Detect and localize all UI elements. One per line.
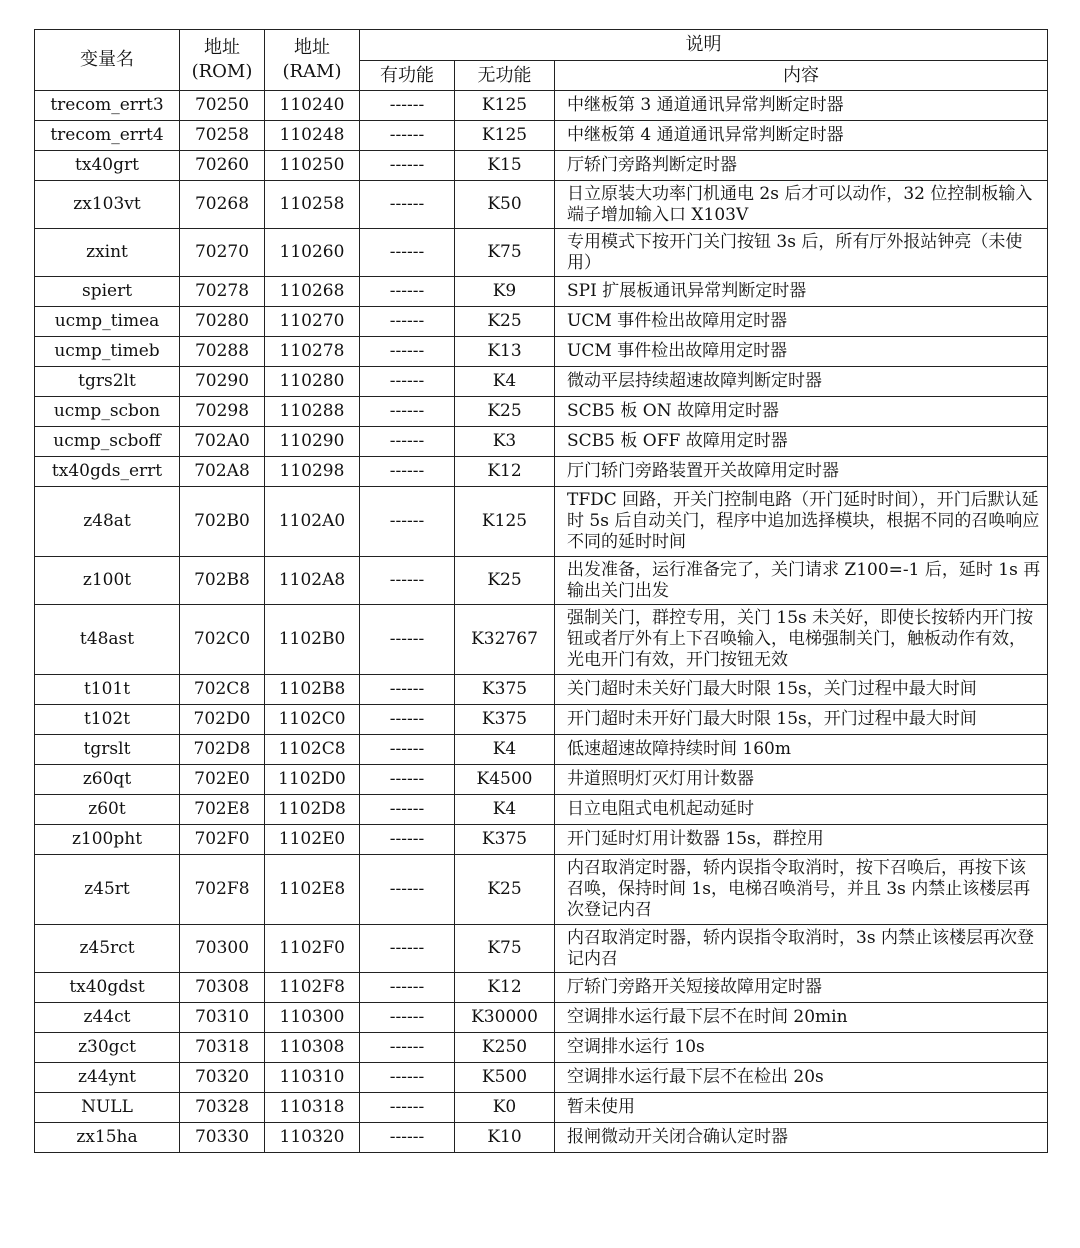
cell-variable-name: z100t	[35, 557, 180, 605]
cell-address-rom: 70280	[180, 307, 265, 337]
cell-description: 厅门轿门旁路装置开关故障用定时器	[555, 457, 1048, 487]
header-address-rom-line1: 地址	[204, 37, 240, 58]
table-row	[35, 277, 1048, 307]
cell-description: 空调排水运行最下层不在检出 20s	[555, 1063, 1048, 1093]
cell-no-function: K4	[455, 795, 555, 825]
cell-address-ram: 1102B0	[265, 605, 360, 675]
table-row	[35, 1003, 1048, 1033]
cell-description: 开门超时未开好门最大时限 15s，开门过程中最大时间	[555, 705, 1048, 735]
cell-description: 内召取消定时器，轿内误指令取消时，3s 内禁止该楼层再次登记内召	[555, 925, 1048, 973]
cell-variable-name: ucmp_timea	[35, 307, 180, 337]
cell-no-function: K375	[455, 825, 555, 855]
table-row	[35, 181, 1048, 229]
cell-address-ram: 1102A0	[265, 487, 360, 557]
cell-address-rom: 70330	[180, 1123, 265, 1153]
cell-no-function: K15	[455, 151, 555, 181]
cell-variable-name: z60qt	[35, 765, 180, 795]
cell-description: SPI 扩展板通讯异常判断定时器	[555, 277, 1048, 307]
cell-description: 微动平层持续超速故障判断定时器	[555, 367, 1048, 397]
cell-variable-name: spiert	[35, 277, 180, 307]
cell-address-rom: 70278	[180, 277, 265, 307]
cell-description: 强制关门，群控专用，关门 15s 未关好，即使长按轿内开门按钮或者厅外有上下召唤输入，电梯强制关门，触板动作有效，光电开门有效，开门按钮无效	[555, 605, 1048, 675]
cell-has-function: ------	[360, 557, 455, 605]
cell-description: SCB5 板 OFF 故障用定时器	[555, 427, 1048, 457]
cell-variable-name: NULL	[35, 1093, 180, 1123]
header-address-rom	[180, 30, 265, 91]
cell-address-ram: 110250	[265, 151, 360, 181]
header-address-ram-line2: (RAM)	[282, 61, 342, 82]
cell-variable-name: zx15ha	[35, 1123, 180, 1153]
table-row	[35, 825, 1048, 855]
cell-has-function: ------	[360, 367, 455, 397]
cell-has-function: ------	[360, 457, 455, 487]
cell-variable-name: trecom_errt4	[35, 121, 180, 151]
header-description-group: 说明	[360, 30, 1048, 61]
table-row	[35, 307, 1048, 337]
cell-address-ram: 110260	[265, 229, 360, 277]
cell-variable-name: ucmp_timeb	[35, 337, 180, 367]
cell-description: UCM 事件检出故障用定时器	[555, 307, 1048, 337]
table-row	[35, 91, 1048, 121]
cell-description: 中继板第 4 通道通讯异常判断定时器	[555, 121, 1048, 151]
cell-address-rom: 702F8	[180, 855, 265, 925]
cell-address-ram: 1102F8	[265, 973, 360, 1003]
table-row	[35, 795, 1048, 825]
cell-address-rom: 702C8	[180, 675, 265, 705]
cell-has-function: ------	[360, 795, 455, 825]
cell-has-function: ------	[360, 1093, 455, 1123]
cell-address-ram: 110280	[265, 367, 360, 397]
cell-variable-name: tgrslt	[35, 735, 180, 765]
cell-has-function: ------	[360, 973, 455, 1003]
cell-address-ram: 110308	[265, 1033, 360, 1063]
cell-has-function: ------	[360, 181, 455, 229]
cell-variable-name: z45rt	[35, 855, 180, 925]
cell-has-function: ------	[360, 675, 455, 705]
cell-no-function: K12	[455, 457, 555, 487]
cell-description: 井道照明灯灭灯用计数器	[555, 765, 1048, 795]
table-row	[35, 151, 1048, 181]
cell-no-function: K13	[455, 337, 555, 367]
cell-description: 空调排水运行最下层不在时间 20min	[555, 1003, 1048, 1033]
cell-address-rom: 70300	[180, 925, 265, 973]
cell-address-rom: 702C0	[180, 605, 265, 675]
cell-no-function: K75	[455, 925, 555, 973]
cell-address-ram: 110300	[265, 1003, 360, 1033]
cell-has-function: ------	[360, 487, 455, 557]
table-row	[35, 487, 1048, 557]
cell-no-function: K4	[455, 367, 555, 397]
header-no-function: 无功能	[455, 61, 555, 91]
cell-has-function: ------	[360, 825, 455, 855]
cell-address-rom: 70250	[180, 91, 265, 121]
table-row	[35, 397, 1048, 427]
table-row	[35, 427, 1048, 457]
timer-variable-table	[34, 29, 1048, 1153]
table-row	[35, 855, 1048, 925]
cell-no-function: K375	[455, 705, 555, 735]
table-row	[35, 121, 1048, 151]
table-row	[35, 1063, 1048, 1093]
cell-address-rom: 70290	[180, 367, 265, 397]
cell-no-function: K3	[455, 427, 555, 457]
cell-has-function: ------	[360, 91, 455, 121]
table-row	[35, 765, 1048, 795]
cell-description: SCB5 板 ON 故障用定时器	[555, 397, 1048, 427]
cell-description: 厅轿门旁路判断定时器	[555, 151, 1048, 181]
cell-address-rom: 70298	[180, 397, 265, 427]
cell-description: 暂未使用	[555, 1093, 1048, 1123]
cell-no-function: K25	[455, 855, 555, 925]
table-header	[35, 30, 1048, 91]
cell-variable-name: tx40grt	[35, 151, 180, 181]
cell-address-rom: 70270	[180, 229, 265, 277]
cell-description: 关门超时未关好门最大时限 15s，关门过程中最大时间	[555, 675, 1048, 705]
cell-address-rom: 702A8	[180, 457, 265, 487]
cell-address-ram: 110298	[265, 457, 360, 487]
header-variable-name: 变量名	[35, 30, 180, 91]
cell-description: 专用模式下按开门关门按钮 3s 后，所有厅外报站钟亮（未使用）	[555, 229, 1048, 277]
cell-description: 出发准备，运行准备完了，关门请求 Z100=-1 后，延时 1s 再输出关门出发	[555, 557, 1048, 605]
cell-variable-name: ucmp_scboff	[35, 427, 180, 457]
cell-no-function: K25	[455, 397, 555, 427]
cell-no-function: K125	[455, 487, 555, 557]
cell-variable-name: z44ynt	[35, 1063, 180, 1093]
cell-address-ram: 110318	[265, 1093, 360, 1123]
cell-description: 日立电阻式电机起动延时	[555, 795, 1048, 825]
cell-address-ram: 1102A8	[265, 557, 360, 605]
header-address-ram-line1: 地址	[294, 37, 330, 58]
cell-has-function: ------	[360, 1003, 455, 1033]
cell-no-function: K375	[455, 675, 555, 705]
cell-no-function: K50	[455, 181, 555, 229]
cell-has-function: ------	[360, 121, 455, 151]
cell-address-ram: 110320	[265, 1123, 360, 1153]
cell-has-function: ------	[360, 765, 455, 795]
cell-address-rom: 70308	[180, 973, 265, 1003]
header-has-function: 有功能	[360, 61, 455, 91]
cell-has-function: ------	[360, 705, 455, 735]
cell-has-function: ------	[360, 337, 455, 367]
cell-no-function: K25	[455, 307, 555, 337]
cell-variable-name: z30gct	[35, 1033, 180, 1063]
cell-address-ram: 110270	[265, 307, 360, 337]
cell-address-rom: 702D8	[180, 735, 265, 765]
cell-variable-name: tgrs2lt	[35, 367, 180, 397]
table-row	[35, 457, 1048, 487]
cell-has-function: ------	[360, 1063, 455, 1093]
cell-has-function: ------	[360, 1123, 455, 1153]
cell-variable-name: z60t	[35, 795, 180, 825]
cell-address-ram: 1102E0	[265, 825, 360, 855]
cell-address-rom: 702E8	[180, 795, 265, 825]
cell-has-function: ------	[360, 307, 455, 337]
table-row	[35, 337, 1048, 367]
cell-variable-name: tx40gds_errt	[35, 457, 180, 487]
table-row	[35, 973, 1048, 1003]
cell-address-rom: 70328	[180, 1093, 265, 1123]
cell-variable-name: ucmp_scbon	[35, 397, 180, 427]
cell-address-rom: 70318	[180, 1033, 265, 1063]
cell-no-function: K75	[455, 229, 555, 277]
cell-has-function: ------	[360, 427, 455, 457]
cell-description: 报闸微动开关闭合确认定时器	[555, 1123, 1048, 1153]
header-address-rom-line2: (ROM)	[191, 61, 253, 82]
cell-address-ram: 1102D0	[265, 765, 360, 795]
cell-address-ram: 1102B8	[265, 675, 360, 705]
cell-no-function: K25	[455, 557, 555, 605]
cell-variable-name: tx40gdst	[35, 973, 180, 1003]
cell-has-function: ------	[360, 229, 455, 277]
header-address-ram	[265, 30, 360, 91]
cell-variable-name: z44ct	[35, 1003, 180, 1033]
cell-address-rom: 702B8	[180, 557, 265, 605]
cell-no-function: K125	[455, 121, 555, 151]
table-row	[35, 367, 1048, 397]
cell-variable-name: t48ast	[35, 605, 180, 675]
table-row	[35, 705, 1048, 735]
cell-has-function: ------	[360, 735, 455, 765]
cell-no-function: K0	[455, 1093, 555, 1123]
cell-address-ram: 110288	[265, 397, 360, 427]
table-row	[35, 925, 1048, 973]
cell-address-ram: 110290	[265, 427, 360, 457]
cell-no-function: K12	[455, 973, 555, 1003]
header-content: 内容	[555, 61, 1048, 91]
cell-description: UCM 事件检出故障用定时器	[555, 337, 1048, 367]
cell-address-rom: 70320	[180, 1063, 265, 1093]
cell-address-ram: 110278	[265, 337, 360, 367]
cell-address-rom: 70260	[180, 151, 265, 181]
cell-address-rom: 70288	[180, 337, 265, 367]
cell-description: 日立原装大功率门机通电 2s 后才可以动作，32 位控制板输入端子增加输入口 X103V	[555, 181, 1048, 229]
cell-address-ram: 1102F0	[265, 925, 360, 973]
cell-has-function: ------	[360, 925, 455, 973]
cell-address-ram: 1102E8	[265, 855, 360, 925]
cell-address-ram: 110258	[265, 181, 360, 229]
table-row	[35, 1123, 1048, 1153]
cell-address-ram: 110240	[265, 91, 360, 121]
cell-address-rom: 702B0	[180, 487, 265, 557]
table-row	[35, 229, 1048, 277]
table-row	[35, 1093, 1048, 1123]
cell-address-rom: 702A0	[180, 427, 265, 457]
cell-address-ram: 1102C0	[265, 705, 360, 735]
cell-address-ram: 1102C8	[265, 735, 360, 765]
cell-address-ram: 110268	[265, 277, 360, 307]
cell-address-ram: 110248	[265, 121, 360, 151]
cell-address-ram: 110310	[265, 1063, 360, 1093]
cell-description: 内召取消定时器，轿内误指令取消时，按下召唤后，再按下该召唤，保持时间 1s，电梯召唤消号，并且 3s 内禁止该楼层再次登记内召	[555, 855, 1048, 925]
cell-no-function: K125	[455, 91, 555, 121]
cell-no-function: K32767	[455, 605, 555, 675]
cell-description: 中继板第 3 通道通讯异常判断定时器	[555, 91, 1048, 121]
cell-has-function: ------	[360, 277, 455, 307]
cell-address-rom: 702D0	[180, 705, 265, 735]
cell-no-function: K9	[455, 277, 555, 307]
cell-address-rom: 702E0	[180, 765, 265, 795]
cell-description: TFDC 回路，开关门控制电路（开门延时时间），开门后默认延时 5s 后自动关门，程序中追加选择模块，根据不同的召唤响应不同的延时时间	[555, 487, 1048, 557]
table-row	[35, 557, 1048, 605]
table-row	[35, 675, 1048, 705]
table-row	[35, 735, 1048, 765]
cell-address-rom: 70310	[180, 1003, 265, 1033]
table-body	[35, 91, 1048, 1153]
cell-variable-name: z100pht	[35, 825, 180, 855]
cell-has-function: ------	[360, 397, 455, 427]
cell-no-function: K10	[455, 1123, 555, 1153]
table-row	[35, 605, 1048, 675]
cell-variable-name: zxint	[35, 229, 180, 277]
cell-variable-name: t102t	[35, 705, 180, 735]
cell-address-rom: 70268	[180, 181, 265, 229]
cell-variable-name: zx103vt	[35, 181, 180, 229]
cell-description: 开门延时灯用计数器 15s，群控用	[555, 825, 1048, 855]
cell-description: 空调排水运行 10s	[555, 1033, 1048, 1063]
cell-variable-name: trecom_errt3	[35, 91, 180, 121]
cell-address-ram: 1102D8	[265, 795, 360, 825]
cell-no-function: K4500	[455, 765, 555, 795]
cell-variable-name: t101t	[35, 675, 180, 705]
cell-description: 低速超速故障持续时间 160m	[555, 735, 1048, 765]
cell-no-function: K500	[455, 1063, 555, 1093]
cell-has-function: ------	[360, 1033, 455, 1063]
cell-has-function: ------	[360, 151, 455, 181]
cell-no-function: K4	[455, 735, 555, 765]
cell-variable-name: z45rct	[35, 925, 180, 973]
cell-has-function: ------	[360, 605, 455, 675]
cell-address-rom: 702F0	[180, 825, 265, 855]
cell-variable-name: z48at	[35, 487, 180, 557]
cell-address-rom: 70258	[180, 121, 265, 151]
cell-has-function: ------	[360, 855, 455, 925]
cell-description: 厅轿门旁路开关短接故障用定时器	[555, 973, 1048, 1003]
cell-no-function: K30000	[455, 1003, 555, 1033]
table-row	[35, 1033, 1048, 1063]
cell-no-function: K250	[455, 1033, 555, 1063]
